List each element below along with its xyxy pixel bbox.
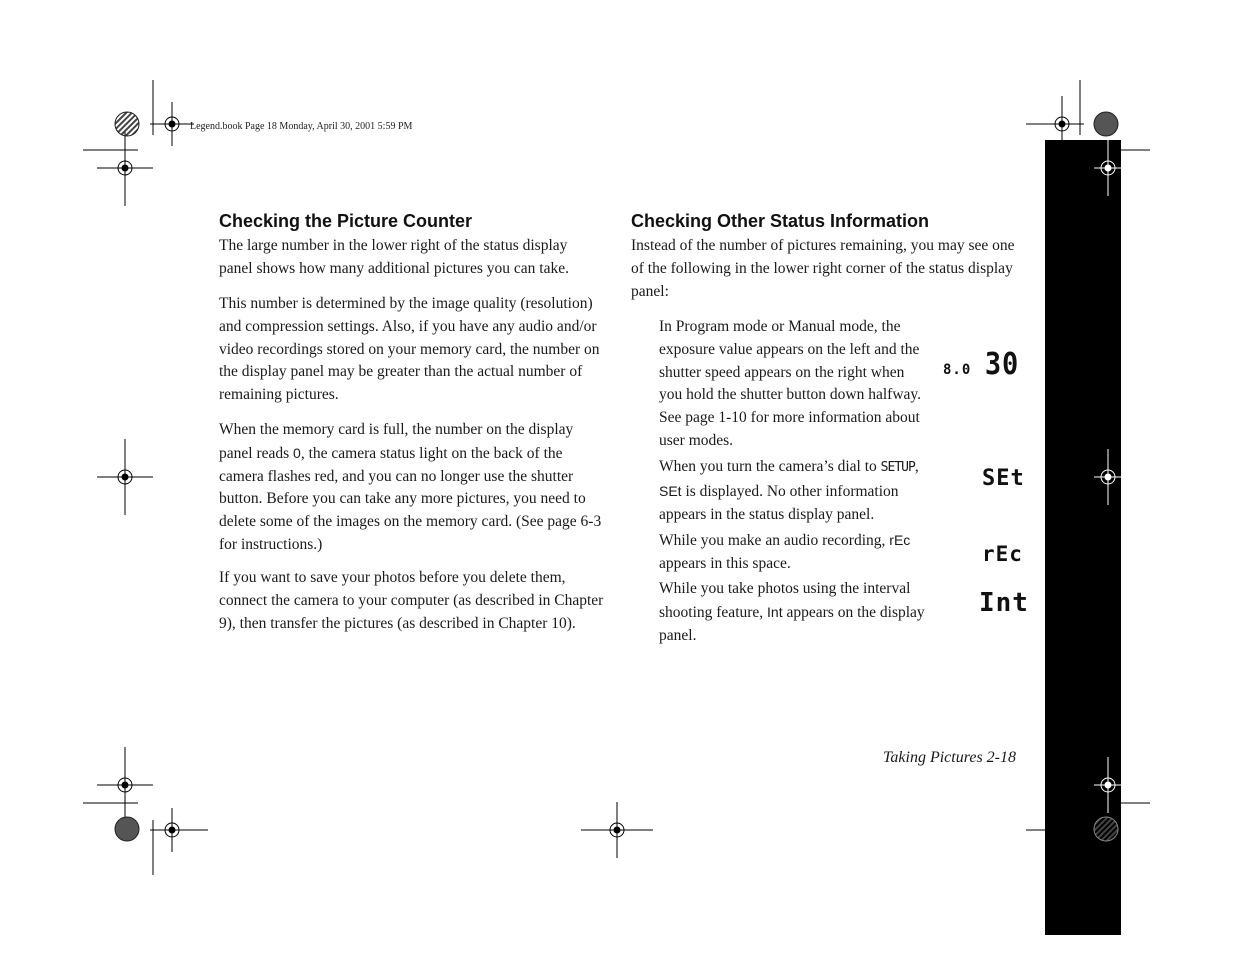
right-heading: Checking Other Status Information [631,211,930,231]
lcd-rec: rEc [982,542,1023,566]
item2-code: SEt [659,482,682,499]
lcd-set: SEt [982,466,1025,491]
lcd-exposure-value: 8.0 [943,362,972,378]
left-heading: Checking the Picture Counter [219,211,473,231]
item4-text-a: While you take photos using the interval shooting feature, [659,580,911,621]
registration-target-icon [97,96,1084,858]
left-paragraph-4: If you want to save your photos before you delete them, connect the camera to your computer (as described in Chapter 9), then transfer the pictures (as described in Chapter 10). [219,569,604,632]
p3-code: 0 [293,444,301,461]
page-footer: Taking Pictures 2-18 [882,749,1016,766]
item4-text-b: appears on the display panel. [659,603,925,644]
lcd-shutter-speed: 30 [984,347,1020,382]
item3-text-b: appears in this space. [659,554,791,572]
item2-text-a: When you turn the camera’s dial to [659,458,881,475]
starburst-icon [115,112,1118,841]
item4-code: Int [767,603,783,620]
p3-text-b: , the camera status light on the back of the camera flashes red, and you can no longer use the shutter button. Before you can take any more pictures, you need to delete some of the images on the memory card. (See page 6-3 for instructions.) [219,444,602,553]
item2-text-c: is displayed. No other information appears in the status display panel. [659,482,899,523]
item2-setup-label: SETUP [880,460,915,475]
item3-code: rEc [889,532,911,548]
left-paragraph-2: This number is determined by the image quality (resolution) and compression settings. Also, if you have any audio and/or video recordings stored on your memory card, the number on the display panel may be greater than the actual number of remaining pictures. [219,295,600,404]
p3-text-a: When the memory card is full, the number on the display panel reads [219,421,574,462]
item3-text-a: While you make an audio recording, [659,532,890,549]
lcd-int: Int [979,588,1029,618]
file-slug: Legend.book Page 18 Monday, April 30, 2001 5:59 PM [190,121,413,132]
left-paragraph-1: The large number in the lower right of the status display panel shows how many additional pictures you can take. [219,237,569,277]
item2-comma: , [914,458,919,475]
right-intro: Instead of the number of pictures remaining, you may see one of the following in the lower right corner of the status display panel: [631,237,1015,300]
status-item-exposure: In Program mode or Manual mode, the exposure value appears on the left and the shutter speed appears on the right when you hold the shutter button down halfway. See page 1-10 for more information about user modes. [659,318,922,449]
